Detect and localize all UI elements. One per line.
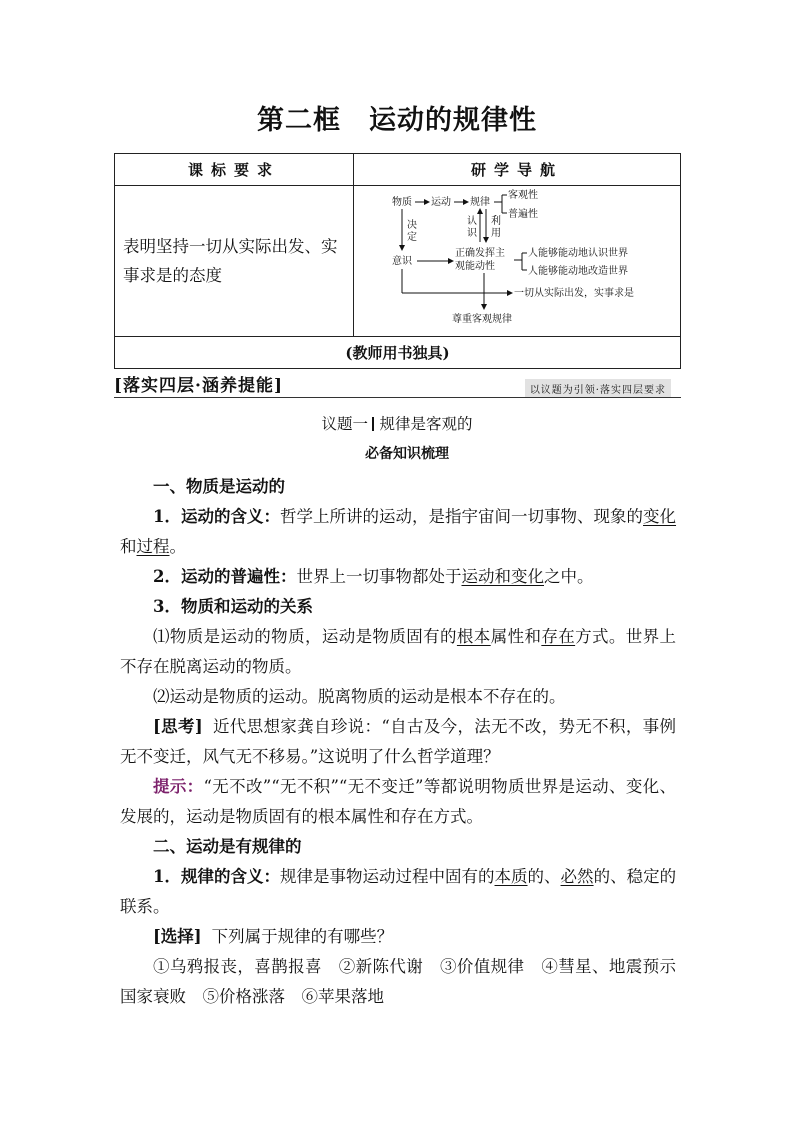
svg-text:定: 定 bbox=[407, 232, 417, 243]
para-think: [思考] 近代思想家龚自珍说：“自古及今，法无不改，势无不积，事例无不变迁，风气无不移易。”这说明了什么哲学道理？ bbox=[120, 717, 676, 766]
band-title: [落实四层·涵养提能] bbox=[114, 376, 284, 396]
heading-two: 二、运动是有规律的 bbox=[153, 837, 302, 856]
standards-table bbox=[114, 153, 681, 369]
band-tag: 以议题为引领·落实四层要求 bbox=[525, 379, 671, 398]
label-know: 认 bbox=[467, 216, 477, 227]
node-respect: 尊重客观规律 bbox=[452, 314, 512, 325]
svg-text:识: 识 bbox=[467, 228, 477, 239]
node-objective: 客观性 bbox=[508, 190, 538, 201]
para-law-meaning: 1．规律的含义：规律是事物运动过程中固有的本质的、必然的、稳定的联系。 bbox=[120, 867, 677, 916]
svg-text:观能动性: 观能动性 bbox=[455, 261, 495, 272]
teacher-note: (教师用书独具) bbox=[115, 337, 681, 369]
node-universal: 普遍性 bbox=[508, 209, 538, 220]
para-options: ①乌鸦报丧，喜鹊报喜 ②新陈代谢 ③价值规律 ④彗星、地震预示国家衰败 ⑤价格涨落 ⑥苹果落地 bbox=[120, 957, 676, 1006]
para-choose: [选择] 下列属于规律的有哪些？ bbox=[153, 927, 394, 946]
label-decide: 决 bbox=[407, 220, 417, 231]
page-title: 第二框 运动的规律性 bbox=[257, 105, 537, 136]
para-motion-universal: 2．运动的普遍性：世界上一切事物都处于运动和变化之中。 bbox=[153, 567, 594, 586]
section-band bbox=[114, 371, 681, 397]
topic-heading: 议题一 规律是客观的 bbox=[321, 415, 473, 433]
table-header-right: 研学导航 bbox=[354, 154, 681, 186]
node-effect-change: 人能够能动地改造世界 bbox=[528, 266, 628, 277]
node-initiative: 正确发挥主 bbox=[455, 248, 505, 259]
node-consciousness: 意识 bbox=[392, 256, 412, 267]
para-motion-meaning: 1．运动的含义：哲学上所讲的运动，是指宇宙间一切事物、现象的变化和过程。 bbox=[120, 507, 677, 556]
content-body bbox=[120, 472, 676, 1012]
para-relation-2: ⑵运动是物质的运动。脱离物质的运动是根本不存在的。 bbox=[153, 687, 566, 706]
node-motion: 运动 bbox=[431, 197, 451, 208]
table-header-left: 课标要求 bbox=[115, 154, 354, 186]
para-relation: 3．物质和运动的关系 bbox=[153, 597, 313, 616]
label-use: 利 bbox=[491, 216, 501, 227]
node-matter: 物质 bbox=[392, 197, 412, 208]
para-tip: 提示：“无不改”“无不积”“无不变迁”等都说明物质世界是运动、变化、发展的，运动是物质固有的根本属性和存在方式。 bbox=[120, 777, 676, 826]
node-law: 规律 bbox=[470, 197, 490, 208]
requirement-cell: 表明坚持一切从实际出发、实事求是的态度 bbox=[115, 186, 354, 337]
node-effect-know: 人能够能动地认识世界 bbox=[528, 248, 628, 259]
svg-text:用: 用 bbox=[491, 228, 501, 239]
node-principle: 一切从实际出发，实事求是 bbox=[514, 288, 634, 299]
knowledge-banner: 必备知识梳理 bbox=[340, 442, 474, 462]
heading-one: 一、物质是运动的 bbox=[153, 477, 285, 496]
concept-diagram bbox=[354, 186, 681, 337]
para-relation-1: ⑴物质是运动的物质，运动是物质固有的根本属性和存在方式。世界上不存在脱离运动的物质。 bbox=[120, 627, 677, 676]
